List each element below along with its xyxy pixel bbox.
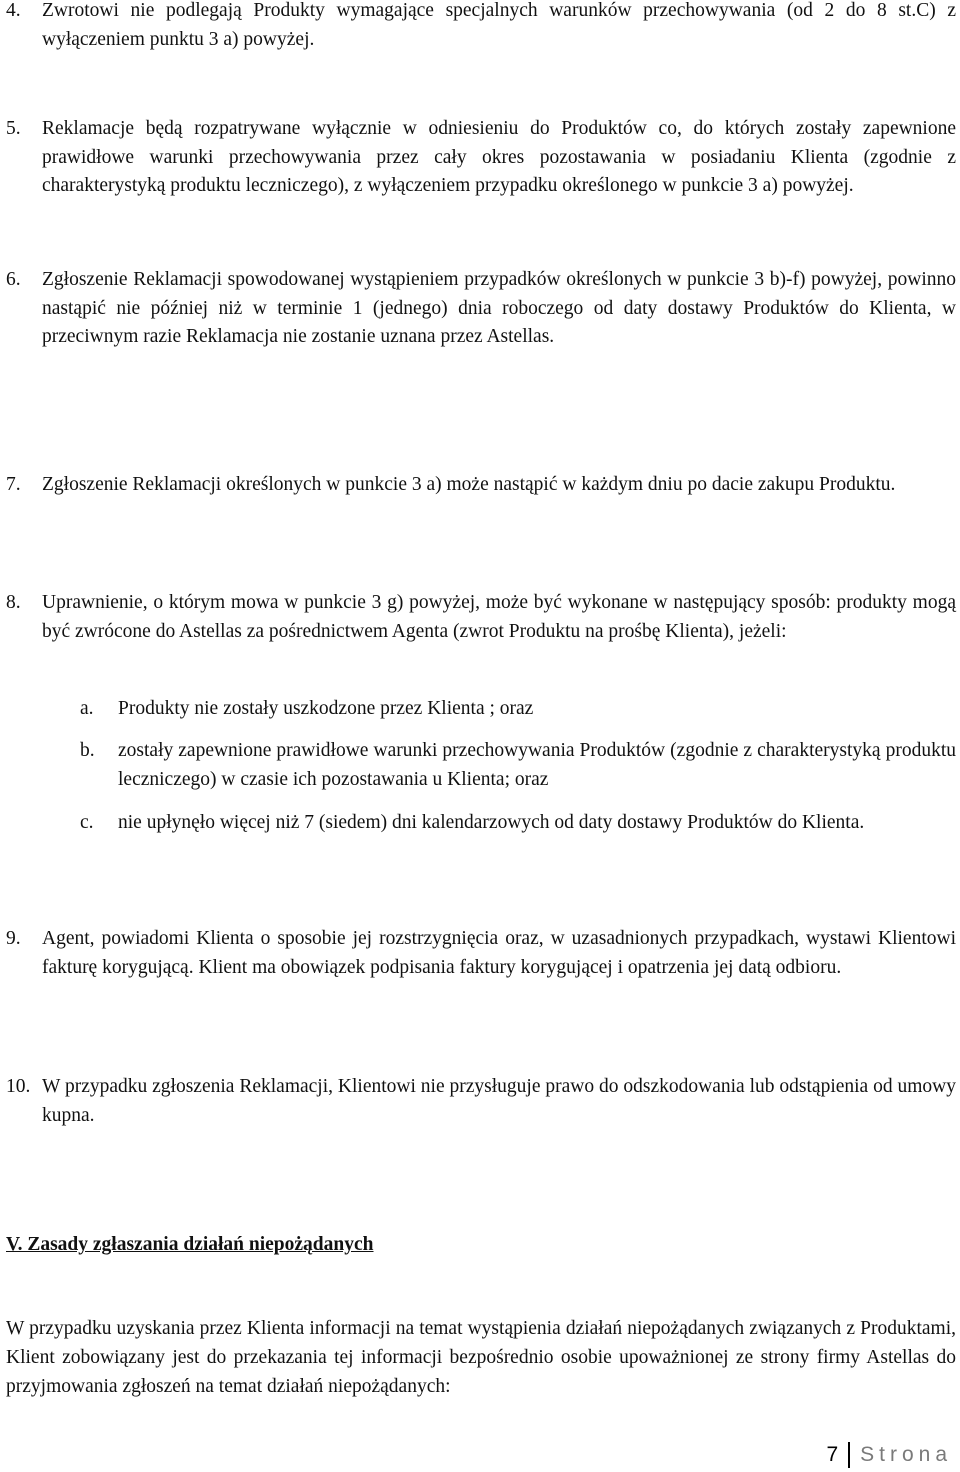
page-label: Strona [860,1443,952,1466]
sub-item-letter: b. [80,740,95,761]
item-number: 10. [6,1076,31,1097]
list-item-5 [6,115,956,201]
list-item-9 [6,925,956,982]
sub-item-b [80,737,956,794]
item-number: 4. [6,0,21,21]
section-heading: V. Zasady zgłaszania działań niepożądanych [6,1234,374,1255]
item-number: 5. [6,118,21,139]
list-item-6 [6,266,956,352]
section-paragraph: W przypadku uzyskania przez Klienta informacji na temat wystąpienia działań niepożądanych związanych z Produktami, Klient zobowiązany jest do przekazania tej informacji bezpośrednio osobie upoważnionej ze strony firmy Astellas do przyjmowania zgłoszeń na temat działań niepożądanych: [6,1318,956,1397]
sub-item-a [80,695,956,724]
item-text: Reklamacje będą rozpatrywane wyłącznie w odniesieniu do Produktów co, do których zostały zapewnione prawidłowe warunki przechowywania przez cały okres pozostawania w posiadaniu Klienta (zgodnie z charakterystyką produktu leczniczego), z wyłączeniem przypadku określonego w punkcie 3 a) powyżej. [42,118,956,196]
item-text: W przypadku zgłoszenia Reklamacji, Klientowi nie przysługuje prawo do odszkodowania lub odstąpienia od umowy kupna. [42,1076,956,1126]
footer-divider [848,1442,850,1468]
sub-item-letter: a. [80,698,94,719]
item-number: 8. [6,592,21,613]
list-item-4 [6,0,956,54]
sub-item-text: Produkty nie zostały uszkodzone przez Klienta ; oraz [118,698,534,719]
item-text: Zgłoszenie Reklamacji określonych w punkcie 3 a) może nastąpić w każdym dniu po dacie zakupu Produktu. [42,474,896,495]
sub-item-text: zostały zapewnione prawidłowe warunki przechowywania Produktów (zgodnie z charakterystyką produktu leczniczego) w czasie ich pozostawania u Klienta; oraz [118,740,956,790]
item-text: Agent, powiadomi Klienta o sposobie jej rozstrzygnięcia oraz, w uzasadnionych przypadkach, wystawi Klientowi fakturę korygującą. Klient ma obowiązek podpisania faktury korygującej i opatrzenia jej datą odbioru. [42,928,956,978]
list-item-7 [6,471,956,500]
sub-item-letter: c. [80,812,94,833]
item-number: 7. [6,474,21,495]
sub-item-text: nie upłynęło więcej niż 7 (siedem) dni kalendarzowych od daty dostawy Produktów do Klienta. [118,812,865,833]
page-number: 7 [826,1443,839,1466]
list-item-10 [6,1073,956,1130]
item-text: Zgłoszenie Reklamacji spowodowanej wystąpieniem przypadków określonych w punkcie 3 b)-f) powyżej, powinno nastąpić nie później niż w terminie 1 (jednego) dnia roboczego od daty dostawy Produktów do Klienta, w przeciwnym razie Reklamacja nie zostanie uznana przez Astellas. [42,269,956,347]
list-item-8 [6,589,956,646]
item-number: 6. [6,269,21,290]
item-text: Uprawnienie, o którym mowa w punkcie 3 g) powyżej, może być wykonane w następujący sposób: produkty mogą być zwrócone do Astellas za pośrednictwem Agenta (zwrot Produktu na prośbę Klienta), jeżeli: [42,592,956,642]
page-footer [826,1442,952,1468]
item-text: Zwrotowi nie podlegają Produkty wymagające specjalnych warunków przechowywania (od 2 do 8 st.C) z wyłączeniem punktu 3 a) powyżej. [42,0,956,50]
sub-item-c [80,809,956,838]
item-number: 9. [6,928,21,949]
